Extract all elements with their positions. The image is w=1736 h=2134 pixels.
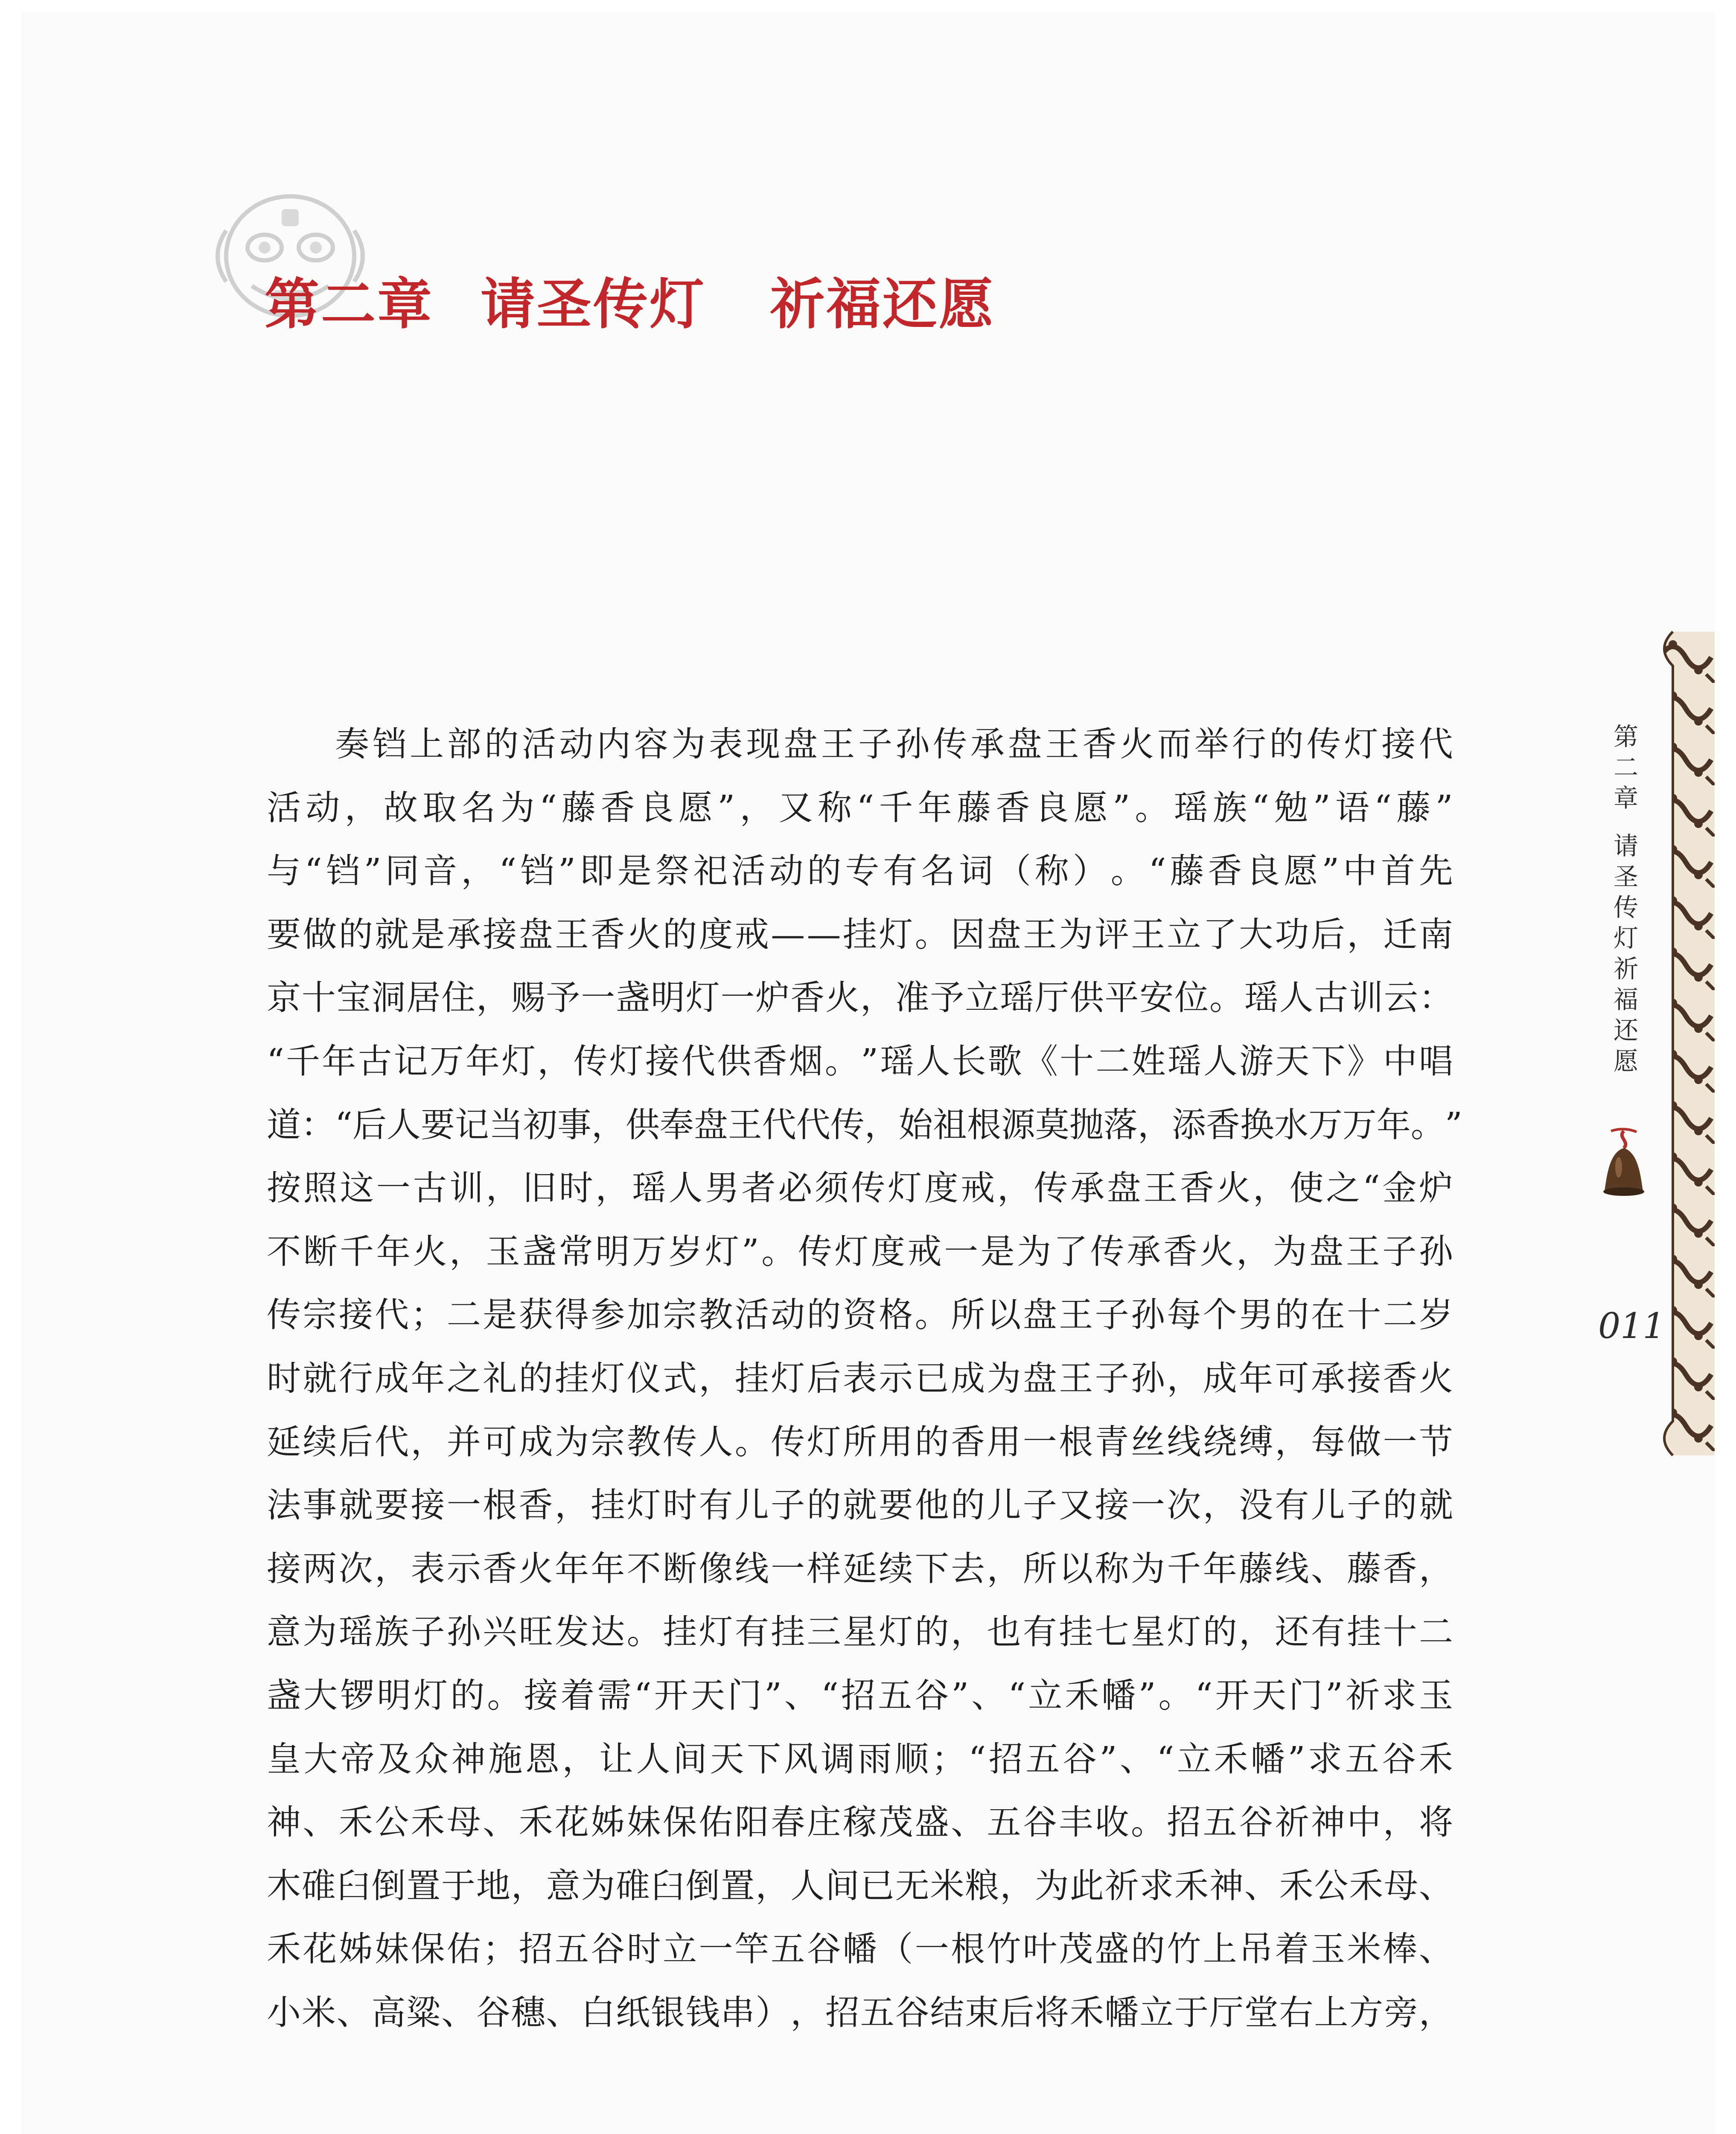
text-line: 禾 花 姊 妹 保 佑 ； 招 五 谷 时 立 一 竿 五 谷 幡 （ 一 根 竹 叶 茂 盛 的 竹 上 吊 着 玉 米 棒 、 — [267, 1929, 1453, 1969]
text-line: 时 就 行 成 年 之 礼 的 挂 灯 仪 式 ， 挂 灯 后 表 示 已 成 为 盘 王 子 孙 ， 成 年 可 承 接 香 火 — [267, 1358, 1453, 1398]
chapter-title-part2: 祈福还愿 — [770, 272, 996, 336]
text-line: 接 两 次 ， 表 示 香 火 年 年 不 断 像 线 一 样 延 续 下 去 ， 所 以 称 为 千 年 藤 线 、 藤 香 ， — [267, 1548, 1453, 1589]
text-line: 与 “ 铛 ” 同 音 ， “ 铛 ” 即 是 祭 祀 活 动 的 专 有 名 词 （ 称 ） 。 “ 藤 香 良 愿 ” 中 首 先 — [267, 851, 1453, 891]
bell-icon — [1598, 1127, 1649, 1199]
text-line: 盏 大 锣 明 灯 的 。 接 着 需 “ 开 天 门 ” 、 “ 招 五 谷 ” 、 “ 立 禾 幡 ” 。 “ 开 天 门 ” 祈 求 玉 — [267, 1675, 1453, 1715]
side-title-char: 祈 — [1613, 954, 1638, 983]
text-line: 法 事 就 要 接 一 根 香 ， 挂 灯 时 有 儿 子 的 就 要 他 的 儿 子 又 接 一 次 ， 没 有 儿 子 的 就 — [267, 1485, 1453, 1525]
side-title-char: 二 — [1613, 753, 1638, 782]
text-line: “ 千 年 古 记 万 年 灯 ， 传 灯 接 代 供 香 烟 。 ” 瑶 人 长 歌 《 十 二 姓 瑶 人 游 天 下 》 中 唱 — [267, 1041, 1453, 1081]
chapter-label: 第二章 — [265, 272, 434, 336]
body-paragraph — [267, 713, 1462, 2044]
chapter-title-part1: 请圣传灯 — [481, 272, 706, 336]
text-line: 按 照 这 一 古 训 ， 旧 时 ， 瑶 人 男 者 必 须 传 灯 度 戒 ， 传 承 盘 王 香 火 ， 使 之 “ 金 炉 — [267, 1168, 1453, 1208]
side-chapter-title — [1609, 721, 1643, 1076]
side-title-char: 灯 — [1613, 924, 1638, 953]
side-title-char: 传 — [1613, 893, 1638, 922]
side-title-char: 章 — [1613, 784, 1638, 813]
text-line: 神 、 禾 公 禾 母 、 禾 花 姊 妹 保 佑 阳 春 庄 稼 茂 盛 、 五 谷 丰 收 。 招 五 谷 祈 神 中 ， 将 — [267, 1802, 1453, 1842]
side-title-char: 请 — [1613, 831, 1638, 860]
side-title-gap — [1609, 813, 1643, 831]
text-line: 小 米 、 高 粱 、 谷 穗 、 白 纸 银 钱 串 ） ， 招 五 谷 结 束 后 将 禾 幡 立 于 厅 堂 右 上 方 旁 ， — [267, 1992, 1453, 2032]
side-title-char: 愿 — [1613, 1047, 1638, 1076]
chapter-title — [265, 260, 995, 339]
text-line: 活 动 ， 故 取 名 为 “ 藤 香 良 愿 ” ， 又 称 “ 千 年 藤 香 良 愿 ” 。 瑶 族 “ 勉 ” 语 “ 藤 ” — [267, 787, 1453, 828]
side-title-char: 第 — [1613, 722, 1638, 751]
side-title-char: 福 — [1613, 985, 1638, 1014]
text-line: 要 做 的 就 是 承 接 盘 王 香 火 的 度 戒 — — 挂 灯 。 因 盘 王 为 评 王 立 了 大 功 后 ， 迁 南 — [267, 914, 1453, 954]
page-number: 011 — [1598, 1306, 1665, 1347]
text-line: 传 宗 接 代 ； 二 是 获 得 参 加 宗 教 活 动 的 资 格 。 所 以 盘 王 子 孙 每 个 男 的 在 十 二 岁 — [267, 1295, 1453, 1335]
text-line: 木 碓 臼 倒 置 于 地 ， 意 为 碓 臼 倒 置 ， 人 间 已 无 米 粮 ， 为 此 祈 求 禾 神 、 禾 公 禾 母 、 — [267, 1866, 1453, 1906]
text-line: 不 断 千 年 火 ， 玉 盏 常 明 万 岁 灯 ” 。 传 灯 度 戒 一 是 为 了 传 承 香 火 ， 为 盘 王 子 孙 — [267, 1231, 1453, 1271]
text-line: 延 续 后 代 ， 并 可 成 为 宗 教 传 人 。 传 灯 所 用 的 香 用 一 根 青 丝 线 绕 缚 ， 每 做 一 节 — [267, 1422, 1453, 1462]
text-line: 京 十 宝 洞 居 住 ， 赐 予 一 盏 明 灯 一 炉 香 火 ， 准 予 立 瑶 厅 供 平 安 位 。 瑶 人 古 训 云 ： — [267, 978, 1453, 1018]
text-line: 意 为 瑶 族 子 孙 兴 旺 发 达 。 挂 灯 有 挂 三 星 灯 的 ， 也 有 挂 七 星 灯 的 ， 还 有 挂 十 二 — [267, 1612, 1453, 1652]
text-line: 道 ： “ 后 人 要 记 当 初 事 ， 供 奉 盘 王 代 代 传 ， 始 祖 根 源 莫 抛 落 ， 添 香 换 水 万 万 年 。 ” — [267, 1105, 1462, 1145]
side-title-char: 圣 — [1613, 862, 1638, 891]
text-line: 奏 铛 上 部 的 活 动 内 容 为 表 现 盘 王 子 孙 传 承 盘 王 香 火 而 举 行 的 传 灯 接 代 — [335, 724, 1453, 764]
side-title-char: 还 — [1613, 1016, 1638, 1045]
text-line: 皇 大 帝 及 众 神 施 恩 ， 让 人 间 天 下 风 调 雨 顺 ； “ 招 五 谷 ” 、 “ 立 禾 幡 ” 求 五 谷 禾 — [267, 1739, 1453, 1779]
